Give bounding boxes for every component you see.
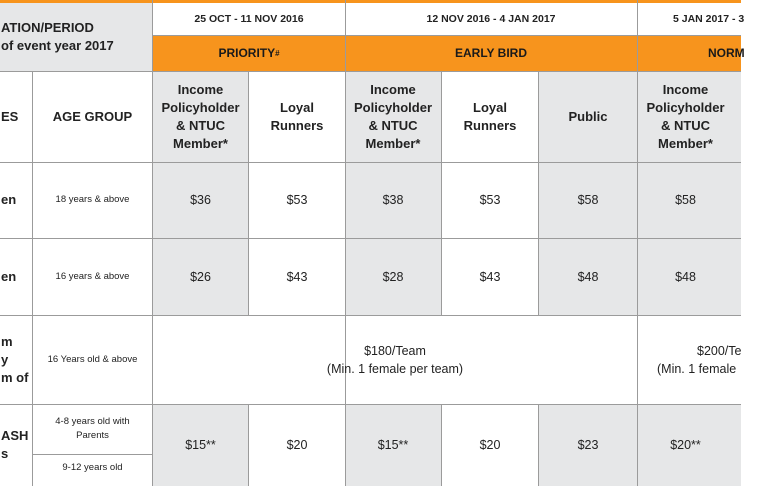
price-cell: $26 bbox=[190, 269, 211, 284]
loyal-line: Loyal bbox=[473, 99, 507, 115]
col-header-income-2 bbox=[345, 71, 441, 162]
income-line: Income bbox=[370, 81, 416, 97]
team-price-merged-normal bbox=[657, 315, 757, 404]
price-cell: $38 bbox=[382, 193, 404, 207]
period-dates-priority: 25 OCT - 11 NOV 2016 bbox=[194, 13, 304, 25]
band-early-bird: EARLY BIRD bbox=[454, 46, 528, 60]
income-line: Policyholder bbox=[646, 99, 725, 115]
col-header-income-1 bbox=[153, 71, 248, 162]
price-cell: $23 bbox=[577, 438, 599, 452]
category-frag: ASH bbox=[1, 428, 29, 443]
price-cell: $20 bbox=[479, 438, 501, 452]
team-price: $200/Te bbox=[697, 343, 742, 358]
category-frag: m bbox=[1, 333, 13, 349]
registration-period-title bbox=[0, 14, 152, 60]
price-cell: $43 bbox=[286, 269, 308, 284]
col-header-categories: ES bbox=[1, 108, 19, 124]
income-line: Member* bbox=[173, 135, 228, 151]
category-frag: m of bbox=[1, 369, 29, 385]
price-cell: $36 bbox=[190, 193, 211, 207]
team-price-note: (Min. 1 female per team) bbox=[326, 361, 464, 376]
loyal-line: Loyal bbox=[280, 99, 314, 115]
price-cell: $48 bbox=[577, 269, 599, 284]
row-category: en bbox=[1, 268, 17, 284]
price-cell: $15** bbox=[377, 438, 409, 452]
band-priority-mark: # bbox=[275, 48, 280, 58]
period-dates-normal: 5 JAN 2017 - 3 bbox=[673, 13, 745, 25]
row-age-group bbox=[33, 404, 152, 454]
team-price-note: (Min. 1 female bbox=[657, 361, 737, 376]
team-price-merged bbox=[153, 315, 637, 404]
category-frag: y bbox=[1, 351, 9, 367]
income-line: Member* bbox=[658, 135, 713, 151]
income-line: & NTUC bbox=[660, 117, 711, 133]
price-cell: $53 bbox=[479, 193, 501, 207]
col-header-age-group: AGE GROUP bbox=[52, 108, 133, 124]
income-line: & NTUC bbox=[368, 117, 418, 133]
band-priority bbox=[153, 35, 345, 71]
loyal-line: Runners bbox=[463, 117, 517, 133]
band-normal: NORM bbox=[708, 46, 745, 60]
row-category bbox=[0, 404, 32, 486]
loyal-line: Runners bbox=[270, 117, 324, 133]
age-line: 4-8 years old with bbox=[55, 416, 130, 427]
price-cell: $58 bbox=[577, 193, 599, 207]
price-cell: $53 bbox=[286, 193, 308, 207]
row-age-group-2: 9-12 years old bbox=[62, 462, 123, 473]
team-price: $180/Team bbox=[364, 343, 426, 358]
income-line: Policyholder bbox=[161, 99, 240, 115]
income-line: & NTUC bbox=[175, 117, 226, 133]
price-cell: $15** bbox=[185, 438, 216, 452]
price-cell: $20 bbox=[286, 438, 308, 452]
age-line: Parents bbox=[76, 430, 109, 441]
row-age-group: 18 years & above bbox=[55, 194, 130, 205]
category-frag: s bbox=[1, 446, 9, 461]
period-dates-early-bird: 12 NOV 2016 - 4 JAN 2017 bbox=[426, 13, 556, 25]
price-cell: $48 bbox=[675, 269, 696, 284]
title-line-2: of event year 2017 bbox=[1, 38, 114, 53]
band-priority-label: PRIORITY bbox=[218, 46, 276, 60]
col-header-loyal-2 bbox=[442, 71, 538, 162]
row-category: en bbox=[1, 192, 17, 207]
price-cell: $28 bbox=[382, 269, 404, 284]
price-cell: $43 bbox=[479, 269, 501, 284]
row-age-group: 16 Years old & above bbox=[47, 353, 138, 365]
row-category bbox=[0, 315, 32, 404]
row-age-group: 16 years & above bbox=[55, 270, 130, 282]
income-line: Income bbox=[177, 81, 224, 97]
price-cell: $20** bbox=[670, 438, 701, 452]
income-line: Member* bbox=[365, 135, 421, 151]
col-header-income-3 bbox=[638, 71, 733, 162]
col-header-loyal-1 bbox=[249, 71, 345, 162]
price-cell: $58 bbox=[675, 193, 696, 207]
income-line: Income bbox=[662, 81, 709, 97]
income-line: Policyholder bbox=[353, 99, 433, 115]
title-line-1: ATION/PERIOD bbox=[1, 20, 94, 35]
col-header-public: Public bbox=[568, 108, 608, 124]
